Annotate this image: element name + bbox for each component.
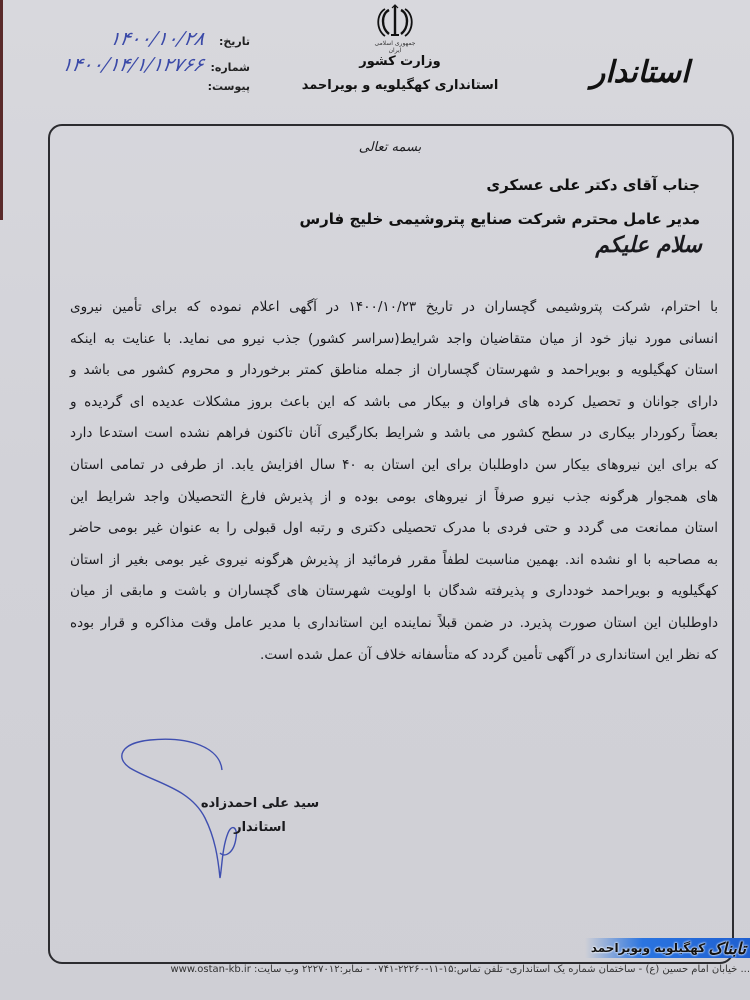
body-line: که برای این نیروهای بیکار سن داوطلبان برای این استان به ۴۰ سال افزایش یابد. از طرفی در تمامی استان (70, 456, 718, 473)
body-line: استان کهگیلویه و بویراحمد و شهرستان گچساران از جمله مناطق کمتر برخوردار و محروم کشور می باشد و (70, 362, 718, 379)
letter-body (70, 292, 718, 671)
body-line: های همجوار هرگونه جذب نیرو صرفاً از نیروهای بومی بوده و از پذیرش فارغ التحصیلان واجد شرایط این (70, 488, 718, 505)
watermark-region: کهگیلویه وبویراحمد (590, 941, 706, 955)
body-line: انسانی مورد نیاز خود از میان متقاضیان واجد شرایط(سراسر کشور) جذب نیرو می نماید. با عنایت به اینکه (70, 330, 718, 347)
body-line: به مصاحبه با او نشده اند. بهمین مناسبت لطفاً مقرر فرمائید از پذیرش هرگونه نیروی غیر بومی بغیر از استان (70, 551, 718, 568)
iran-emblem-icon (375, 4, 415, 40)
signer-name: سید علی احمدزاده (200, 796, 320, 811)
emblem-caption: جمهوری اسلامی ایران (374, 40, 416, 54)
news-watermark (585, 938, 750, 958)
date-row (30, 28, 250, 54)
addressee-position: مدیر عامل محترم شرکت صنایع پتروشیمی خلیج فارس (299, 210, 700, 228)
invocation: بسمه تعالی (358, 140, 422, 155)
body-line: داوطلبان این استان صورت پذیرد. در ضمن قبلاً نماینده این استانداری با مدیر عامل وقت مذاکره و قرار بوده (70, 614, 718, 631)
body-line: بعضاً رکوردار بیکاری در سطح کشور می باشد و شرایط بکارگیری آنان تاکنون فراهم نشده است استدعا دارد (70, 425, 718, 442)
body-line: کهگیلویه و بویراحمد خودداری و پذیرفته شدگان با اولویت شهرستان های گچساران و باشت و مابقی از میان (70, 583, 718, 600)
body-line: استان ممانعت می گردد و حتی فردی با مدرک تحصیلی دکتری و رتبه اول قبولی را به عنوان غیر بومی حاضر (70, 520, 718, 537)
page-edge-shadow (0, 0, 3, 220)
addressee-block (299, 168, 700, 236)
footer-contact (66, 964, 750, 975)
number-row (30, 54, 250, 80)
footer-website: www.ostan-kb.ir (170, 964, 251, 975)
attachment-row (30, 80, 250, 106)
ministry-title: وزارت کشور (359, 54, 441, 69)
number-value: ۱۴۰۰/۱۴/۱/۱۲۷۶۶ (59, 54, 207, 76)
footer-address: ... خیابان امام حسین (ع) - ساختمان شماره یک استانداری- تلفن تماس:۱۵-۱۱-۲۲۲۶۰-۰۷۴۱ - نمابر:۲۲۲۷۰۱۲ وب سایت: (254, 964, 750, 975)
attachment-label: پیوست: (207, 80, 250, 93)
signer-block (200, 792, 320, 840)
body-line: با احترام، شرکت پتروشیمی گچساران در تاریخ ۱۴۰۰/۱۰/۲۳ در آگهی اعلام نموده که برای تأمین نیروی (70, 299, 719, 315)
greeting: سلام علیکم (595, 232, 702, 258)
province-office-title: استانداری کهگیلویه و بویراحمد (301, 78, 499, 93)
signer-title: استاندار (234, 820, 286, 835)
body-line: دارای جوانان و تحصیل کرده های فراوان و بیکار می باشد که این باعث بروز مشکلات عدیده ای گردیده و (70, 393, 718, 410)
watermark-brand: تابناک (708, 938, 746, 958)
date-label: تاریخ: (218, 35, 250, 48)
date-value: ۱۴۰۰/۱۰/۲۸ (107, 28, 207, 50)
letter-meta (30, 28, 250, 106)
body-line: که نظر این استانداری در آگهی تأمین گردد که متأسفانه خلاف آن عمل شده است. (260, 646, 718, 663)
addressee-name: جناب آقای دکتر علی عسکری (486, 176, 700, 194)
governor-logo-text: استاندار (590, 55, 690, 90)
number-label: شماره: (210, 61, 250, 74)
